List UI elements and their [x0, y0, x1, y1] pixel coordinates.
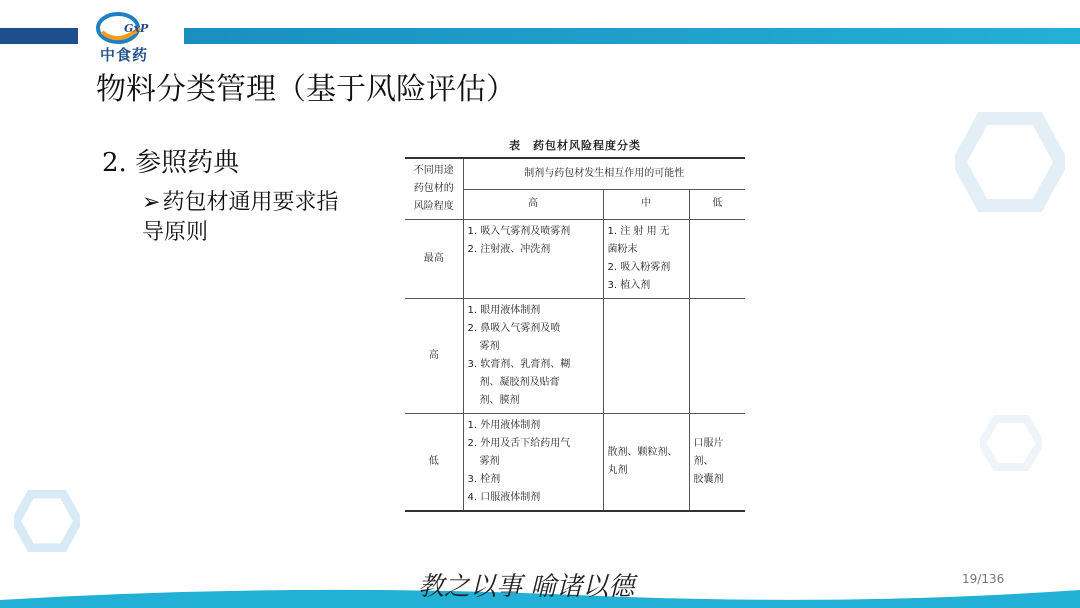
high-cell: 1. 眼用液体制剂 2. 鼻吸入气雾剂及喷 雾剂 3. 软膏剂、乳膏剂、糊 剂、凝胶剂及贴膏 剂、膜剂 — [463, 299, 603, 414]
mid-cell: 1. 注 射 用 无 菌粉末 2. 吸入粉雾剂 3. 植入剂 — [603, 220, 689, 299]
header-bar-right — [184, 28, 1080, 44]
header-bar-left — [0, 28, 78, 44]
bullet-text: 药包材通用要求指导原则 — [142, 190, 339, 245]
hexagon-decoration-icon — [955, 112, 1065, 212]
section-heading: 2. 参照药典 — [102, 148, 240, 178]
low-cell: 口服片剂、 胶囊剂 — [689, 414, 745, 512]
page-number: 19/136 — [962, 572, 1005, 586]
high-cell: 1. 外用液体制剂 2. 外用及舌下给药用气 雾剂 3. 栓剂 4. 口服液体制剂 — [463, 414, 603, 512]
logo-gxp-text: GxP — [124, 22, 149, 35]
header-interaction: 制剂与药包材发生相互作用的可能性 — [463, 158, 745, 189]
table-row — [405, 299, 745, 414]
risk-cell: 高 — [405, 299, 463, 414]
risk-table — [405, 157, 745, 512]
level-low: 低 — [689, 189, 745, 219]
level-high: 高 — [463, 189, 603, 219]
hexagon-decoration-icon — [14, 490, 80, 552]
mid-cell — [603, 299, 689, 414]
table-row — [405, 414, 745, 512]
risk-cell: 最高 — [423, 253, 444, 264]
low-cell — [689, 299, 745, 414]
mid-cell: 散剂、颗粒剂、 丸剂 — [603, 414, 689, 512]
hexagon-decoration-icon — [980, 415, 1042, 471]
table-row — [405, 220, 745, 299]
low-cell — [689, 220, 745, 299]
logo-brand-text: 中食药 — [100, 46, 149, 64]
level-mid: 中 — [603, 189, 689, 219]
slide-title: 物料分类管理（基于风险评估） — [96, 72, 516, 107]
company-logo — [88, 6, 178, 64]
bullet-arrow-icon: ➢ — [142, 190, 161, 215]
table-caption: 表 药包材风险程度分类 — [509, 139, 641, 152]
header-risk-level: 不同用途药包材的风险程度 — [405, 158, 463, 220]
risk-cell: 低 — [405, 414, 463, 512]
high-cell: 1. 吸入气雾剂及喷雾剂 2. 注射液、冲洗剂 — [463, 220, 603, 299]
bullet-item — [142, 188, 342, 248]
footer-slogan: 教之以事 喻诸以德 — [418, 572, 635, 602]
